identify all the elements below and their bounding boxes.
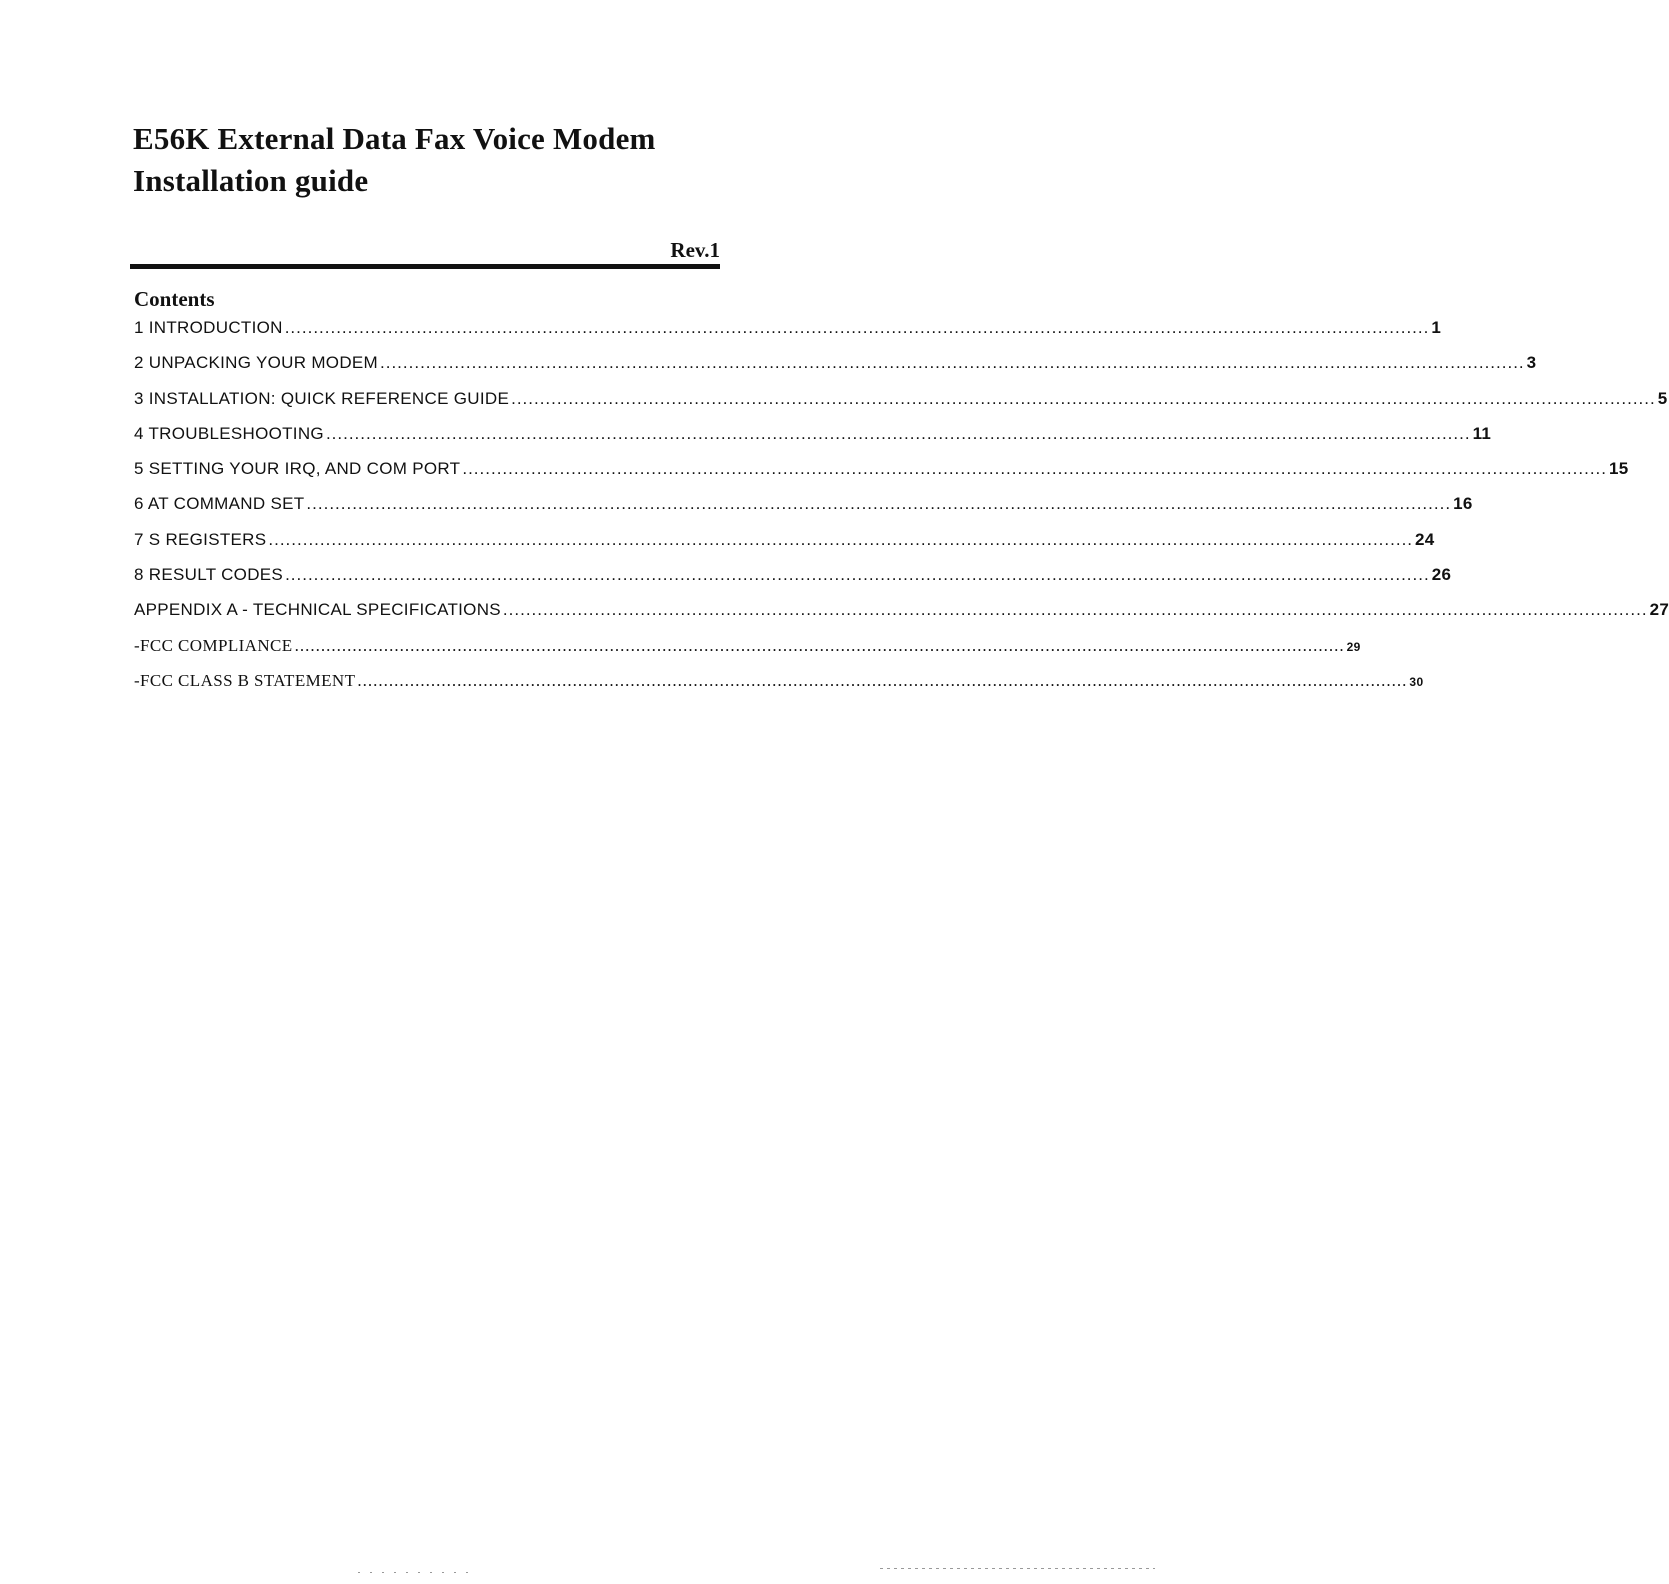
toc-leader-dots: ........................................................................................................................................................................................................	[380, 353, 1525, 373]
toc-entry	[134, 318, 1442, 353]
toc-entry-label: 1 INTRODUCTION	[134, 318, 283, 337]
toc-entry-label: -FCC CLASS B STATEMENT	[134, 670, 356, 690]
toc-entry-page: 15	[1609, 459, 1629, 479]
scan-artifact	[358, 1572, 468, 1573]
toc-leader-dots: ........................................................................................................................................................................................................	[325, 423, 1471, 443]
toc-entry-page: 27	[1649, 600, 1669, 620]
toc-leader-dots: ........................................................................................................................................................................................................	[285, 565, 1430, 585]
toc-entry	[134, 494, 1473, 529]
toc-entry	[134, 635, 1361, 671]
toc-entry	[134, 459, 1629, 494]
toc-entry-page: 5	[1657, 388, 1668, 408]
toc-entry-page: 24	[1415, 529, 1435, 549]
toc-entry-page: 29	[1346, 639, 1361, 654]
toc-entry-page: 30	[1409, 674, 1424, 689]
toc-entry-label: 6 AT COMMAND SET	[134, 494, 305, 514]
toc-entry-label: APPENDIX A - TECHNICAL SPECIFICATIONS	[134, 600, 501, 620]
toc-entry	[134, 600, 1669, 635]
toc-leader-dots: ........................................................................................................................................................................................................	[357, 670, 1408, 690]
toc-leader-dots: ........................................................................................................................................................................................................	[306, 494, 1452, 514]
toc-entry	[134, 353, 1537, 388]
contents-heading: Contents	[134, 287, 215, 311]
title-line-1: E56K External Data Fax Voice Modem	[133, 121, 656, 156]
toc-leader-dots: ........................................................................................................................................................................................................	[294, 635, 1345, 655]
toc-leader-dots: ........................................................................................................................................................................................................	[502, 600, 1648, 620]
toc-entry-page: 1	[1431, 318, 1442, 337]
toc-leader-dots: ........................................................................................................................................................................................................	[284, 318, 1430, 337]
toc-entry-label: 8 RESULT CODES	[134, 565, 284, 585]
toc-leader-dots: ........................................................................................................................................................................................................	[462, 459, 1607, 479]
toc-leader-dots: ........................................................................................................................................................................................................	[511, 388, 1656, 408]
toc-entry	[134, 388, 1668, 424]
toc-entry-page: 11	[1472, 423, 1492, 443]
toc-entry-label: 5 SETTING YOUR IRQ, AND COM PORT	[134, 459, 461, 479]
toc-entry-label: 3 INSTALLATION: QUICK REFERENCE GUIDE	[134, 388, 510, 408]
toc-entry-label: 7 S REGISTERS	[134, 529, 267, 549]
toc-entry-label: -FCC COMPLIANCE	[134, 635, 293, 655]
table-of-contents	[134, 318, 1669, 706]
toc-entry-page: 3	[1526, 353, 1537, 373]
toc-leader-dots: ........................................................................................................................................................................................................	[268, 529, 1414, 549]
revision-label: Rev.1	[670, 238, 720, 262]
toc-entry-label: 4 TROUBLESHOOTING	[134, 423, 324, 443]
toc-entry-label: 2 UNPACKING YOUR MODEM	[134, 353, 379, 373]
title-line-2: Installation guide	[133, 163, 369, 198]
toc-entry-page: 26	[1431, 565, 1452, 585]
toc-entry	[134, 565, 1452, 600]
scan-artifact	[880, 1568, 1155, 1569]
toc-entry	[134, 529, 1435, 565]
document-title	[133, 118, 656, 202]
toc-entry	[134, 670, 1424, 706]
toc-entry	[134, 423, 1492, 459]
header-divider	[130, 264, 720, 269]
toc-entry-page: 16	[1453, 494, 1473, 514]
